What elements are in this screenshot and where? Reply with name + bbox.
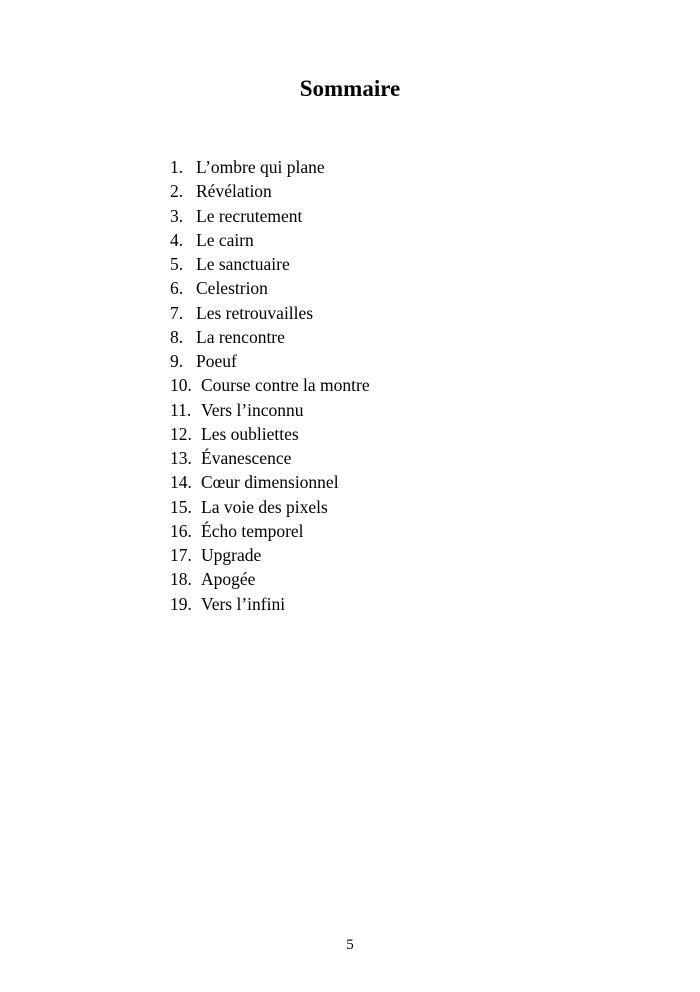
toc-item bbox=[170, 495, 370, 519]
page-number: 5 bbox=[346, 937, 354, 953]
toc-item-title: La voie des pixels bbox=[201, 496, 328, 517]
toc-item bbox=[170, 373, 370, 397]
toc-item bbox=[170, 301, 370, 325]
toc-item bbox=[170, 179, 370, 203]
toc-item bbox=[170, 204, 370, 228]
toc-item-title: Poeuf bbox=[196, 351, 237, 371]
toc-item bbox=[170, 519, 370, 543]
toc-item-number: 3. bbox=[170, 205, 184, 226]
toc-item-number: 6. bbox=[170, 278, 184, 299]
toc-item-title: Révélation bbox=[196, 181, 272, 202]
toc-item bbox=[170, 567, 370, 591]
toc-item-title: Le cairn bbox=[196, 229, 254, 250]
toc-item-title: La rencontre bbox=[196, 326, 285, 347]
toc-item-number: 9. bbox=[170, 351, 184, 371]
toc-item bbox=[170, 543, 370, 567]
toc-item-number: 19. bbox=[170, 593, 192, 614]
toc-item-title: Les oubliettes bbox=[201, 423, 299, 444]
toc-item bbox=[170, 155, 370, 179]
page-title: Sommaire bbox=[299, 76, 401, 101]
toc-item-title: Cœur dimensionnel bbox=[201, 472, 339, 493]
toc-item-title: Le sanctuaire bbox=[196, 254, 290, 274]
table-of-contents bbox=[170, 155, 370, 616]
toc-item-number: 4. bbox=[170, 229, 184, 250]
toc-item-title: Vers l’infini bbox=[201, 593, 286, 614]
toc-item-title: L’ombre qui plane bbox=[196, 157, 325, 177]
toc-item-title: Apogée bbox=[201, 569, 256, 590]
toc-item-number: 16. bbox=[170, 520, 192, 541]
toc-item bbox=[170, 228, 370, 252]
toc-item bbox=[170, 592, 370, 616]
toc-item bbox=[170, 446, 370, 470]
toc-item-title: Le recrutement bbox=[196, 205, 303, 226]
toc-item-number: 17. bbox=[170, 545, 192, 565]
toc-item-number: 15. bbox=[170, 496, 192, 517]
toc-item bbox=[170, 252, 370, 276]
toc-item-number: 12. bbox=[170, 423, 192, 444]
toc-item-title: Évanescence bbox=[201, 448, 292, 468]
toc-item-number: 10. bbox=[170, 375, 192, 396]
toc-item-number: 5. bbox=[170, 254, 184, 274]
toc-item-title: Course contre la montre bbox=[201, 375, 370, 396]
toc-item bbox=[170, 349, 370, 373]
toc-item-number: 13. bbox=[170, 448, 192, 468]
toc-item bbox=[170, 470, 370, 494]
toc-item bbox=[170, 276, 370, 300]
toc-item bbox=[170, 398, 370, 422]
toc-item-title: Upgrade bbox=[201, 545, 262, 565]
toc-item-number: 14. bbox=[170, 472, 192, 493]
toc-item-title: Celestrion bbox=[196, 278, 268, 299]
toc-item-number: 1. bbox=[170, 157, 184, 177]
toc-item-number: 2. bbox=[170, 181, 184, 202]
toc-item-title: Écho temporel bbox=[201, 520, 304, 541]
toc-item-number: 18. bbox=[170, 569, 192, 590]
toc-item-number: 11. bbox=[170, 399, 192, 420]
toc-item bbox=[170, 325, 370, 349]
toc-item-title: Vers l’inconnu bbox=[201, 399, 304, 420]
toc-item-title: Les retrouvailles bbox=[196, 302, 314, 323]
toc-item bbox=[170, 422, 370, 446]
toc-item-number: 7. bbox=[170, 302, 184, 323]
toc-item-number: 8. bbox=[170, 326, 184, 347]
